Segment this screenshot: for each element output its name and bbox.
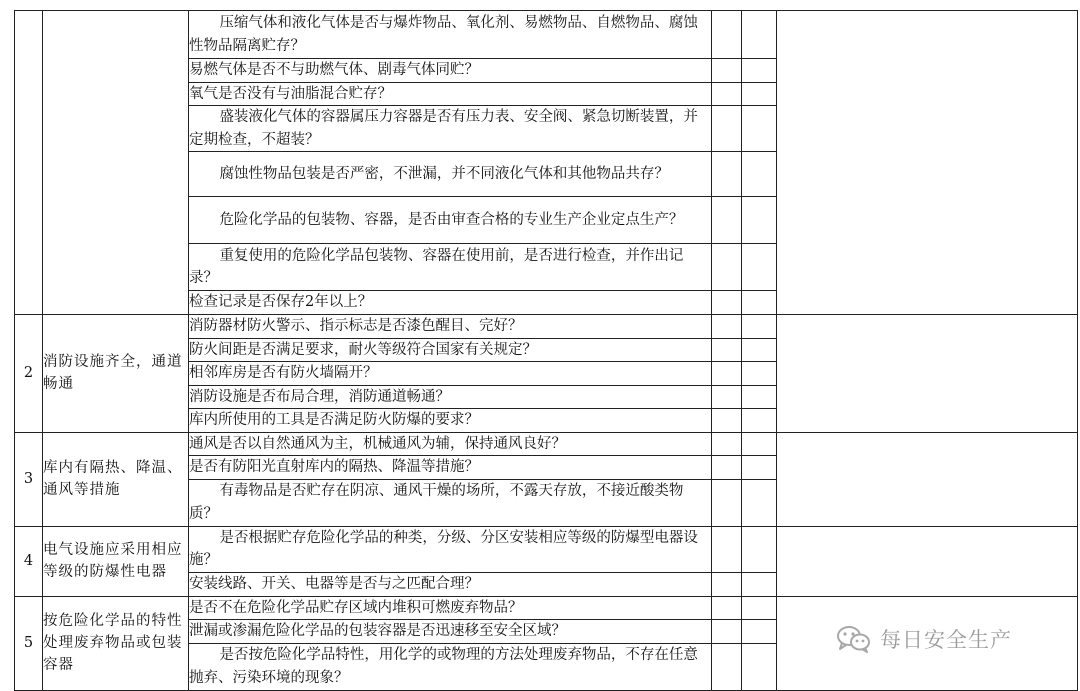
check-item-text: 重复使用的危险化学品包装物、容器在使用前，是否进行检查，并作出记录？	[189, 247, 684, 286]
table-row	[15, 432, 1078, 456]
remark-cell[interactable]	[777, 11, 1078, 315]
result-cell-yes[interactable]	[712, 244, 742, 291]
result-cell-no[interactable]	[742, 385, 777, 409]
result-cell-no[interactable]	[742, 526, 777, 572]
check-item	[189, 82, 712, 106]
section-title: 电气设施应采用相应等级的防爆性电器	[43, 542, 183, 580]
result-cell-no[interactable]	[742, 244, 777, 291]
result-cell-no[interactable]	[742, 291, 777, 315]
result-cell-no[interactable]	[742, 362, 777, 386]
result-cell-no[interactable]	[742, 409, 777, 433]
section-number	[15, 11, 43, 315]
section-number: 3	[15, 432, 43, 526]
check-item-text: 泄漏或渗漏危险化学品的包装容器是否迅速移至安全区域？	[189, 623, 566, 639]
check-item-text: 有毒物品是否贮存在阴凉、通风干燥的场所，不露天存放，不接近酸类物质？	[189, 483, 684, 522]
result-cell-no[interactable]	[742, 82, 777, 106]
section-title-cell	[43, 596, 189, 690]
check-item	[189, 11, 712, 59]
check-item	[189, 479, 712, 526]
result-cell-yes[interactable]	[712, 526, 742, 572]
result-cell-yes[interactable]	[712, 572, 742, 596]
check-item-text: 易燃气体是否不与助燃气体、剧毒气体同贮？	[189, 62, 479, 78]
section-title: 按危险化学品的特性处理废弃物品或包装容器	[43, 613, 183, 673]
check-item-text: 压缩气体和液化气体是否与爆炸物品、氧化剂、易燃物品、自燃物品、腐蚀性物品隔离贮存？	[189, 15, 698, 54]
check-item	[189, 526, 712, 572]
result-cell-yes[interactable]	[712, 362, 742, 386]
result-cell-no[interactable]	[742, 315, 777, 339]
section-title-cell	[43, 526, 189, 596]
check-item	[189, 456, 712, 480]
check-item	[189, 620, 712, 644]
check-item-text: 库内所使用的工具是否满足防火防爆的要求？	[189, 412, 479, 428]
table-row	[15, 526, 1078, 572]
check-item-text: 消防设施是否布局合理，消防通道畅通？	[189, 388, 450, 405]
result-cell-no[interactable]	[742, 11, 777, 59]
result-cell-no[interactable]	[742, 456, 777, 480]
result-cell-no[interactable]	[742, 479, 777, 526]
result-cell-yes[interactable]	[712, 385, 742, 409]
result-cell-yes[interactable]	[712, 432, 742, 456]
section-title: 库内有隔热、降温、通风等措施	[43, 460, 183, 498]
check-item-text: 氧气是否没有与油脂混合贮存？	[189, 85, 392, 102]
result-cell-yes[interactable]	[712, 596, 742, 620]
check-item	[189, 197, 712, 244]
remark-cell[interactable]	[777, 526, 1078, 596]
check-item-text: 防火间距是否满足要求，耐火等级符合国家有关规定？	[189, 341, 537, 358]
check-item	[189, 596, 712, 620]
result-cell-no[interactable]	[742, 59, 777, 83]
table-row	[15, 11, 1078, 59]
check-item-text: 是否有防阳光直射库内的隔热、降温等措施？	[189, 459, 479, 475]
result-cell-yes[interactable]	[712, 643, 742, 690]
check-item	[189, 643, 712, 690]
check-item-text: 通风是否以自然通风为主，机械通风为辅，保持通风良好？	[189, 435, 566, 452]
check-item-text: 检查记录是否保存2年以上？	[189, 294, 373, 311]
check-item-text: 相邻库房是否有防火墙隔开？	[189, 365, 378, 381]
check-item-text: 盛装液化气体的容器属压力容器是否有压力表、安全阀、紧急切断装置，并定期检查，不超装？	[189, 109, 698, 148]
result-cell-yes[interactable]	[712, 59, 742, 83]
check-item	[189, 432, 712, 456]
check-item-text: 是否不在危险化学品贮存区域内堆积可燃废弃物品？	[189, 599, 523, 616]
result-cell-no[interactable]	[742, 596, 777, 620]
check-item	[189, 409, 712, 433]
section-number: 2	[15, 315, 43, 433]
section-number: 5	[15, 596, 43, 690]
result-cell-yes[interactable]	[712, 152, 742, 197]
result-cell-no[interactable]	[742, 106, 777, 152]
result-cell-yes[interactable]	[712, 11, 742, 59]
check-item	[189, 106, 712, 152]
result-cell-no[interactable]	[742, 620, 777, 644]
section-title: 消防设施齐全，通道畅通	[43, 354, 183, 393]
check-item	[189, 338, 712, 362]
check-item-text: 安装线路、开关、电器等是否与之匹配合理？	[189, 575, 479, 592]
result-cell-yes[interactable]	[712, 106, 742, 152]
remark-cell[interactable]	[777, 432, 1078, 526]
check-item-text: 是否按危险化学品特性，用化学的或物理的方法处理废弃物品，不存在任意抛弃、污染环境的现象？	[189, 647, 698, 686]
result-cell-yes[interactable]	[712, 197, 742, 244]
result-cell-yes[interactable]	[712, 620, 742, 644]
wechat-icon	[836, 625, 872, 653]
result-cell-no[interactable]	[742, 338, 777, 362]
result-cell-no[interactable]	[742, 197, 777, 244]
checklist-table	[14, 10, 1078, 691]
watermark	[836, 624, 1012, 654]
result-cell-no[interactable]	[742, 152, 777, 197]
check-item	[189, 315, 712, 339]
check-item-text: 消防器材防火警示、指示标志是否漆色醒目、完好？	[189, 318, 523, 334]
result-cell-yes[interactable]	[712, 291, 742, 315]
remark-cell[interactable]	[777, 315, 1078, 433]
check-item	[189, 291, 712, 315]
result-cell-no[interactable]	[742, 572, 777, 596]
check-item-text: 是否根据贮存危险化学品的种类，分级、分区安装相应等级的防爆型电器设施？	[189, 529, 698, 568]
result-cell-no[interactable]	[742, 643, 777, 690]
check-item	[189, 572, 712, 596]
result-cell-yes[interactable]	[712, 82, 742, 106]
check-item	[189, 59, 712, 83]
result-cell-yes[interactable]	[712, 315, 742, 339]
section-number: 4	[15, 526, 43, 596]
table-row	[15, 596, 1078, 620]
section-title-cell	[43, 11, 189, 315]
result-cell-yes[interactable]	[712, 456, 742, 480]
check-item	[189, 244, 712, 291]
result-cell-yes[interactable]	[712, 479, 742, 526]
table-row	[15, 315, 1078, 339]
watermark-text: 每日安全生产	[880, 628, 1012, 652]
check-item-text: 危险化学品的包装物、容器，是否由审查合格的专业生产企业定点生产？	[219, 211, 684, 228]
section-title-cell	[43, 432, 189, 526]
section-title-cell	[43, 315, 189, 433]
check-item	[189, 362, 712, 386]
result-cell-yes[interactable]	[712, 338, 742, 362]
check-item	[189, 152, 712, 197]
check-item-text: 腐蚀性物品包装是否严密，不泄漏，并不同液化气体和其他物品共存？	[219, 165, 669, 182]
result-cell-no[interactable]	[742, 432, 777, 456]
check-item	[189, 385, 712, 409]
result-cell-yes[interactable]	[712, 409, 742, 433]
